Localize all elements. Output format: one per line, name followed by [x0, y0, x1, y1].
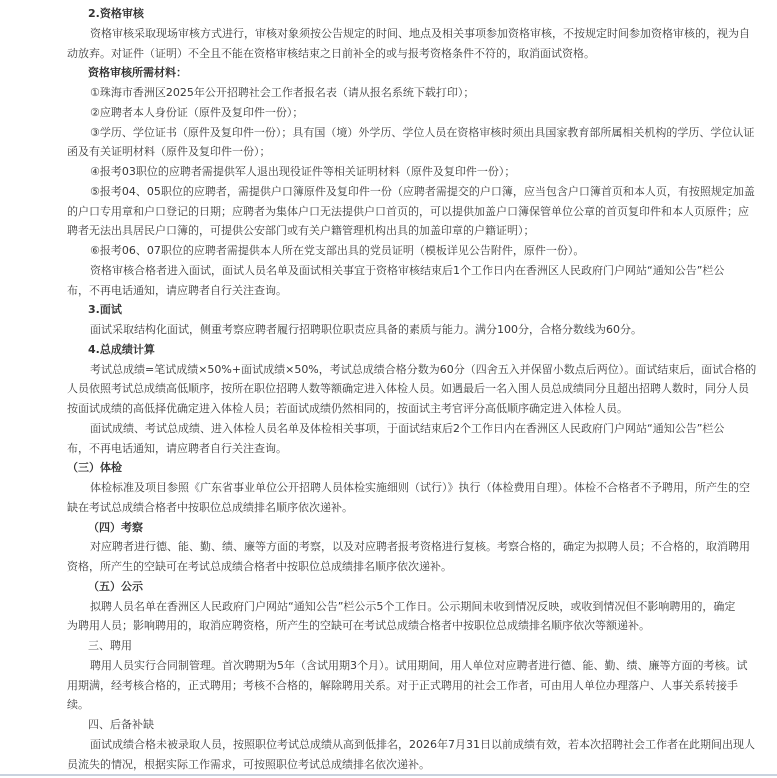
paragraph-line: 聘用人员实行合同制管理。首次聘期为5年（含试用期3个月）。试用期间，用人单位对应聘者进行德、能、勤、绩、廉等方面的考核。试 [90, 658, 748, 672]
paragraph-line: 缺在考试总成绩合格者中按职位总成绩排名顺序依次递补。 [67, 500, 353, 514]
bottom-divider [0, 774, 777, 776]
paragraph-line: 聘者无法出具居民户口簿的，可提供公安部门或有关户籍管理机构出具的加盖印章的户籍证明）； [67, 224, 535, 238]
paragraph-line: 用期满，经考核合格的，正式聘用；考核不合格的，解除聘用关系。对于正式聘用的社会工作者，可由用人单位办理落户、人事关系转接手 [67, 678, 738, 692]
heading-text: （五）公示 [88, 579, 143, 593]
paragraph-line: 布，不再电话通知，请应聘者自行关注查询。 [67, 283, 287, 297]
paragraph-line: 面试采取结构化面试，侧重考察应聘者履行招聘职位职责应具备的素质与能力。满分100分，合格分数线为60分。 [90, 323, 642, 336]
paragraph [67, 83, 765, 103]
paragraph-line: ④报考03职位的应聘者需提供军人退出现役证件等相关证明材料（原件及复印件一份）； [90, 165, 516, 178]
paragraph-line: 对应聘者进行德、能、勤、绩、廉等方面的考察，以及对应聘者报考资格进行复核。考察合格的，确定为拟聘人员；不合格的，取消聘用 [90, 540, 750, 554]
paragraph [67, 261, 765, 301]
heading-text: 4.总成绩计算 [88, 342, 155, 356]
heading-text: 四、后备补缺 [88, 718, 154, 731]
paragraph-line: ⑥报考06、07职位的应聘者需提供本人所在党支部出具的党员证明（模板详见公告附件，原件一份）。 [90, 244, 585, 257]
section-heading [67, 577, 765, 597]
paragraph [67, 419, 765, 459]
section-heading [67, 4, 765, 24]
paragraph [67, 537, 765, 577]
paragraph-line: 布，不再电话通知，请应聘者自行关注查询。 [67, 441, 287, 455]
paragraph-line: ⑤报考04、05职位的应聘者，需提供户口簿原件及复印件一份（应聘者需提交的户口簿，应当包含户口簿首页和本人页，有按照规定加盖 [90, 184, 755, 198]
paragraph [67, 478, 765, 518]
paragraph-line: 函及有关证明材料（原件及复印件一份）； [67, 145, 271, 159]
paragraph-line: 资格审核采取现场审核方式进行，审核对象须按公告规定的时间、地点及相关事项参加资格审核，不按规定时间参加资格审核的，视为自 [90, 26, 750, 40]
paragraph-line: 拟聘人员名单在香洲区人民政府门户网站“通知公告”栏公示5个工作日。公示期间未收到情况反映，或收到情况但不影响聘用的，确定 [90, 599, 736, 613]
paragraph-line: ②应聘者本人身份证（原件及复印件一份）； [90, 105, 304, 119]
paragraph [67, 241, 765, 261]
paragraph [67, 162, 765, 182]
paragraph-line: 为聘用人员；影响聘用的，取消应聘资格，所产生的空缺可在考试总成绩合格者中按职位总成绩排名顺序依次等额递补。 [67, 619, 650, 633]
paragraph-line: 续。 [67, 698, 89, 712]
section-heading [67, 340, 765, 360]
paragraph [67, 360, 765, 419]
paragraph-line: 按面试成绩的高低择优确定进入体检人员；若面试成绩仍然相同的，按面试主考官评分高低顺序确定进入体检人员。 [67, 402, 628, 415]
paragraph-line: 动放弃。对证件（证明）不全且不能在资格审核结束之日前补全的或与报考资格条件不符的，取消面试资格。 [67, 46, 595, 60]
paragraph [67, 103, 765, 123]
document-body [67, 4, 765, 774]
section-heading [67, 458, 765, 478]
paragraph-line: 员流失的情况，根据实际工作需求，可按照职位考试总成绩排名依次递补。 [67, 757, 430, 771]
heading-text: 2.资格审核 [88, 7, 144, 20]
paragraph-line: 体检标准及项目参照《广东省事业单位公开招聘人员体检实施细则（试行）》执行（体检费用自理）。体检不合格者不予聘用，所产生的空 [90, 481, 750, 494]
paragraph-line: ①珠海市香洲区2025年公开招聘社会工作者报名表（请从报名系统下载打印）； [90, 86, 475, 99]
paragraph [67, 735, 765, 775]
section-heading [67, 63, 765, 83]
section-heading [67, 300, 765, 320]
paragraph [67, 182, 765, 241]
paragraph-line: 的户口专用章和户口登记的日期；应聘者为集体户口无法提供户口首页的，可以提供加盖户口簿保管单位公章的首页复印件和本人页原件；应 [67, 204, 749, 218]
paragraph [67, 656, 765, 715]
heading-text: 三、聘用 [88, 639, 132, 652]
heading-text: （四）考察 [88, 520, 143, 534]
paragraph-line: ③学历、学位证书（原件及复印件一份）；具有国（境）外学历、学位人员在资格审核时须出具国家教育部所属相关机构的学历、学位认证 [90, 125, 755, 139]
paragraph-line: 资格，所产生的空缺可在考试总成绩合格者中按职位总成绩排名顺序依次递补。 [67, 560, 452, 573]
paragraph [67, 320, 765, 340]
paragraph-line: 资格审核合格者进入面试，面试人员名单及面试相关事宜于资格审核结束后1个工作日内在香洲区人民政府门户网站“通知公告”栏公 [90, 263, 725, 277]
section-heading [67, 518, 765, 538]
section-heading [67, 715, 765, 735]
heading-text: 3.面试 [88, 303, 122, 317]
paragraph [67, 597, 765, 637]
paragraph-line: 面试成绩、考试总成绩、进入体检人员名单及体检相关事项，于面试结束后2个工作日内在香洲区人民政府门户网站“通知公告”栏公 [90, 421, 725, 435]
paragraph-line: 考试总成绩=笔试成绩×50%+面试成绩×50%，考试总成绩合格分数为60分（四舍五入并保留小数点后两位）。面试结束后，面试合格的 [90, 362, 757, 376]
paragraph-line: 面试成绩合格未被录取人员，按照职位考试总成绩从高到低排名，2026年7月31日以前成绩有效，若本次招聘社会工作者在此期间出现人 [90, 737, 755, 751]
heading-text: （三）体检 [67, 461, 122, 475]
paragraph [67, 123, 765, 163]
heading-text: 资格审核所需材料： [88, 66, 187, 80]
paragraph [67, 24, 765, 64]
paragraph-line: 人员依照考试总成绩高低顺序，按所在职位招聘人数等额确定进入体检人员。如遇最后一名入围人员总成绩同分且超出招聘人数时，同分人员 [67, 382, 749, 396]
section-heading [67, 636, 765, 656]
